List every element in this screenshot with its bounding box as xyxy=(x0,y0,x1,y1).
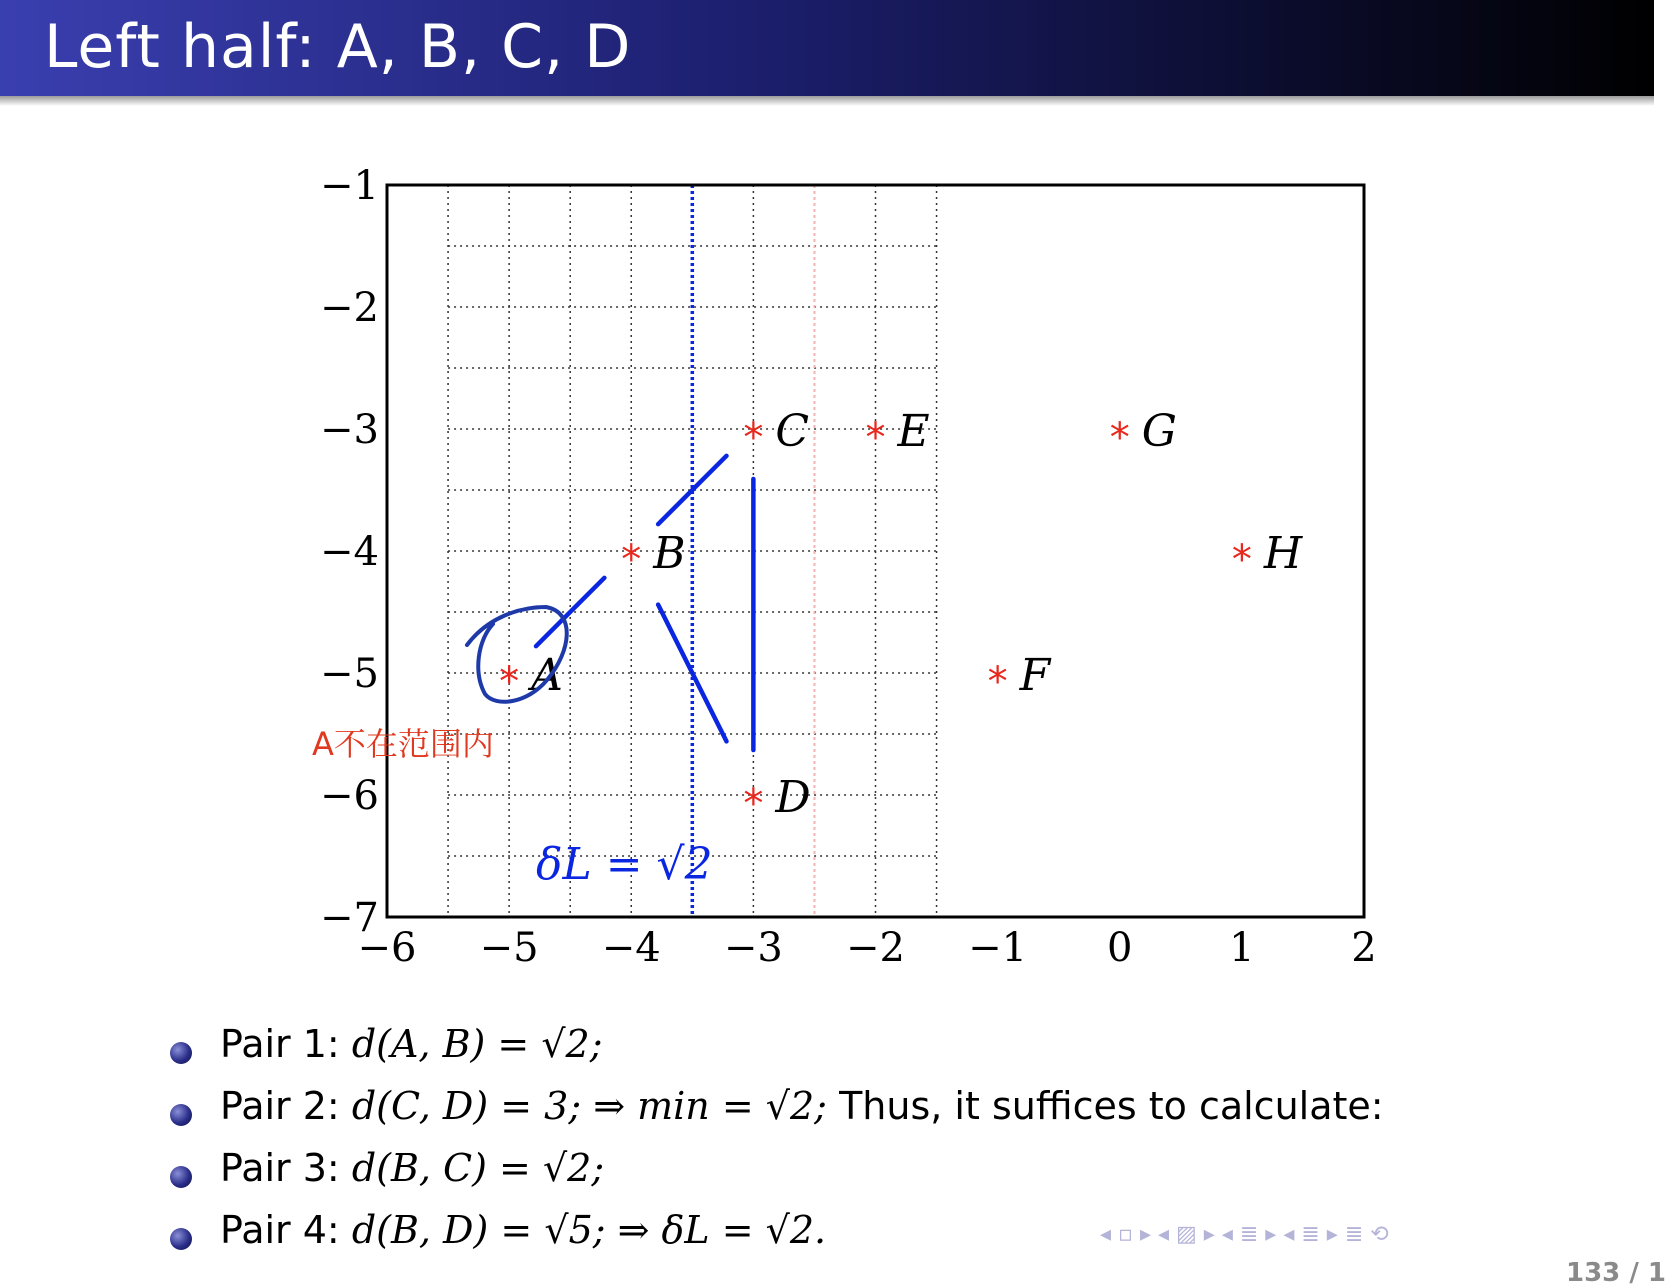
point-label: D xyxy=(775,772,811,823)
point-marker: * xyxy=(743,781,764,827)
pair-2-label: Pair 2: xyxy=(220,1084,340,1128)
bullet-icon xyxy=(170,1042,192,1064)
pair-1-label: Pair 1: xyxy=(220,1022,340,1066)
x-tick-label: −5 xyxy=(479,925,539,971)
point-C xyxy=(743,406,809,461)
point-G xyxy=(1110,406,1177,461)
point-marker: * xyxy=(1231,537,1252,583)
x-tick-label: −4 xyxy=(601,925,661,971)
point-label: H xyxy=(1263,528,1303,579)
bullet-icon xyxy=(170,1166,192,1188)
x-tick-label: −2 xyxy=(846,925,905,971)
y-tick-label: −2 xyxy=(320,285,379,331)
bullet-icon xyxy=(170,1228,192,1250)
point-B xyxy=(621,528,685,583)
x-tick-label: −3 xyxy=(723,925,783,971)
x-tick-label: 1 xyxy=(1229,925,1255,971)
point-D xyxy=(743,772,810,827)
point-label: A xyxy=(531,650,563,701)
pair-1-math: d(A, B) = √2; xyxy=(351,1022,603,1066)
delta-label: δL = √2 xyxy=(536,839,713,890)
y-tick-label: −3 xyxy=(320,407,379,453)
point-label: F xyxy=(1019,650,1051,701)
beamer-navigation[interactable]: ◂ ▫ ▸ ◂ ▨ ▸ ◂ ≣ ▸ ◂ ≣ ▸ ≣ ⟲ xyxy=(1100,1222,1389,1247)
y-tick-label: −6 xyxy=(320,773,379,819)
page-number: 133 / 1 xyxy=(1566,1258,1666,1288)
point-F xyxy=(988,650,1052,705)
point-E xyxy=(866,406,930,461)
bullet-icon xyxy=(170,1104,192,1126)
annotation-note: A不在范围内 xyxy=(312,725,494,763)
point-marker: * xyxy=(865,415,886,461)
y-tick-label: −4 xyxy=(320,529,379,575)
pair-3-label: Pair 3: xyxy=(220,1146,340,1190)
x-tick-label: −6 xyxy=(357,925,417,971)
grid-layer xyxy=(448,185,937,917)
x-tick-label: 2 xyxy=(1351,925,1377,971)
pair-4-math: d(B, D) = √5; ⇒ δL = √2. xyxy=(351,1208,827,1252)
point-label: G xyxy=(1141,406,1177,457)
pair-lines xyxy=(536,456,753,750)
point-marker: * xyxy=(743,415,764,461)
x-tick-label: 0 xyxy=(1107,925,1133,971)
y-tick-label: −5 xyxy=(320,651,379,697)
point-A xyxy=(499,650,563,705)
pair-2-note: Thus, it suffices to calculate: xyxy=(839,1084,1384,1128)
point-label: B xyxy=(653,528,686,579)
point-H xyxy=(1232,528,1304,583)
point-marker: * xyxy=(1109,415,1130,461)
point-marker: * xyxy=(987,659,1008,705)
y-tick-label: −7 xyxy=(320,895,379,941)
y-tick-label: −1 xyxy=(320,163,379,209)
point-marker: * xyxy=(499,659,520,705)
point-label: C xyxy=(775,406,810,457)
slide-title: Left half: A, B, C, D xyxy=(44,12,632,82)
pair-line-BC xyxy=(658,456,726,524)
point-label: E xyxy=(897,406,930,457)
point-marker: * xyxy=(621,537,642,583)
x-tick-label: −1 xyxy=(968,925,1028,971)
pair-2-math: d(C, D) = 3; ⇒ min = √2; xyxy=(351,1084,827,1128)
pair-3-math: d(B, C) = √2; xyxy=(351,1146,605,1190)
points-layer xyxy=(499,406,1304,827)
axis-ticks xyxy=(320,163,1377,971)
pair-4-label: Pair 4: xyxy=(220,1208,340,1252)
